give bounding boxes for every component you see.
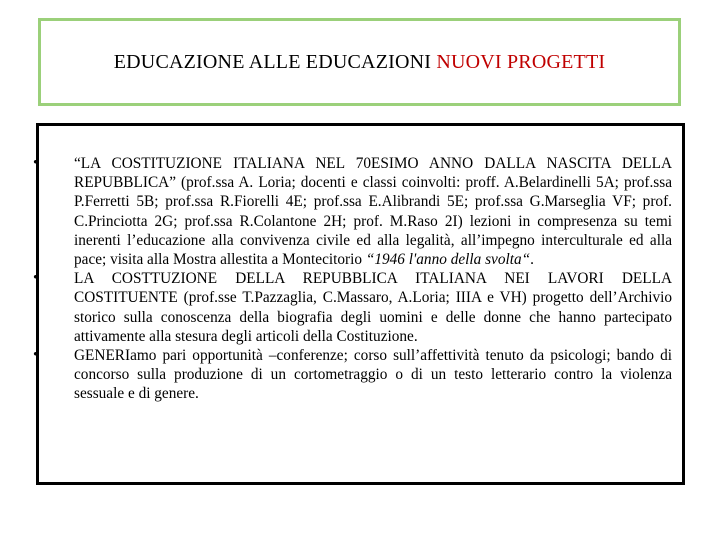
- list-item: [33, 269, 672, 346]
- list-item: [33, 154, 672, 269]
- item-text: GENERIamo pari opportunità –conferenze; corso sull’affettività tenuto da psicologi; bando di concorso sulla produzione di un cortometraggio o di un testo letterario contro la violenza sessuale e di genere.: [74, 347, 672, 403]
- item-text: “LA COSTITUZIONE ITALIANA NEL 70ESIMO ANNO DALLA NASCITA DELLA REPUBBLICA” (prof.ssa A. Loria; docenti e classi coinvolti: proff. A.Belardinelli 5A; prof.ssa P.Ferretti 5B; prof.ssa R.Fiorelli 4E; prof.ssa E.Alibrandi 5E; prof.ssa G.Marseglia VF; prof. C.Princiotta 2G; prof.ssa R.Colantone 2H; prof. M.Raso 2I) lezioni in compresenza su temi inerenti l’educazione alla convivenza civile ed alla legalità, all’impegno interculturale ed alla pace; visita alla Mostra allestita a Montecitorio: [74, 155, 672, 269]
- bullet-icon: •: [33, 347, 39, 364]
- project-list: [33, 154, 672, 404]
- title-part-1: EDUCAZIONE ALLE EDUCAZIONI: [113, 50, 437, 73]
- title-part-2: NUOVI PROGETTI: [436, 50, 606, 73]
- item-text: LA COSTTUZIONE DELLA REPUBBLICA ITALIANA NEI LAVORI DELLA COSTITUENTE (prof.sse T.Pazzaglia, C.Massaro, A.Loria; IIIA e VH) progetto dell’Archivio storico sulla conoscenza della biografia degli uomini e delle donne che hanno partecipato attivamente alla stesura degli articoli della Costituzione.: [74, 270, 672, 345]
- bullet-icon: •: [33, 155, 39, 171]
- slide-title: [114, 51, 605, 74]
- bullet-icon: •: [33, 270, 39, 287]
- item-tail: .: [530, 251, 534, 269]
- item-italic-text: “1946 l'anno della svolta“: [365, 251, 531, 269]
- content-box: [33, 123, 685, 485]
- title-box: [38, 18, 681, 106]
- list-item: [33, 346, 672, 404]
